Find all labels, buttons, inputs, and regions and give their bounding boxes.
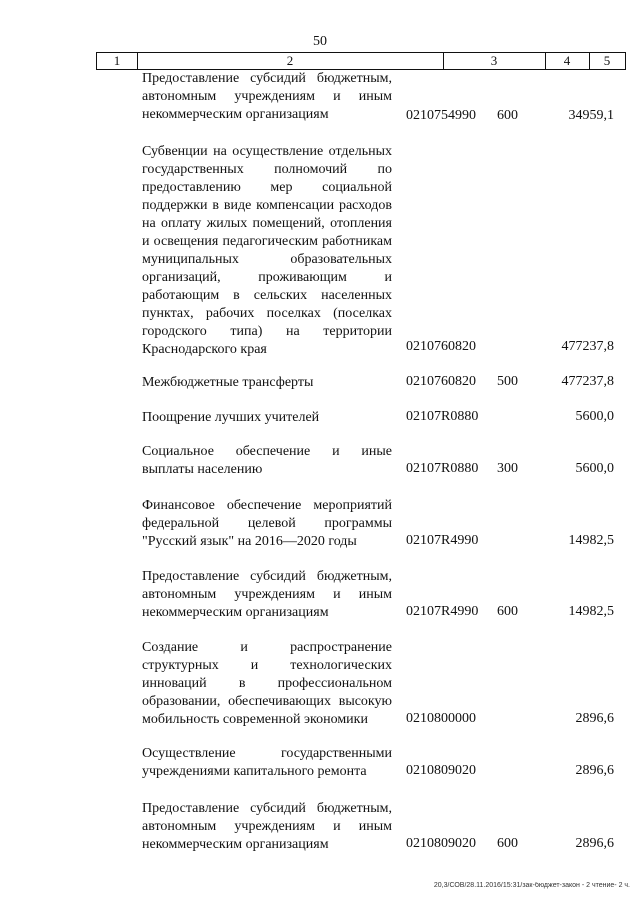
row-description: Поощрение лучших учителей [142, 410, 320, 425]
row-code: 0210760820 [406, 339, 476, 354]
page-number: 50 [313, 34, 327, 49]
row-code: 0210760820 [406, 374, 476, 389]
header-col-5: 5 [603, 53, 611, 68]
row-code: 0210809020 [406, 763, 476, 778]
row-code: 0210809020 [406, 836, 476, 851]
header-col-2: 2 [137, 53, 444, 69]
row-description: Межбюджетные трансферты [142, 375, 314, 390]
row-description: Предоставление субсидий бюджетным, автономным учреждениям и иным некоммерческим организациям [142, 801, 392, 852]
row-code: 02107R0880 [406, 409, 479, 424]
table-header [96, 52, 626, 70]
footer-file-info: 20,3/СОВ/28.11.2016/15:31/зак-бюджет-закон - 2 чтение- 2 ч. [433, 882, 630, 889]
row-expense-type: 600 [497, 836, 518, 851]
header-col-1: 1 [97, 53, 138, 69]
row-expense-type: 500 [497, 374, 518, 389]
row-code: 02107R4990 [406, 604, 479, 619]
row-amount: 14982,5 [568, 604, 614, 619]
row-description: Социальное обеспечение и иные выплаты населению [142, 444, 392, 477]
header-col-3: 3 [443, 53, 546, 69]
row-expense-type: 300 [497, 461, 518, 476]
row-code: 02107R4990 [406, 533, 479, 548]
row-description: Субвенции на осуществление отдельных государственных полномочий по предоставлению мер социальной поддержки в виде компенсации расходов на оплату жилых помещений, отопления и освещения педагогическим работникам муниципальных образовательных организаций, проживающим и работающим в сельских населенных пунктах, рабочих поселках (поселках городского типа) на территории Краснодарского края [142, 144, 392, 357]
row-amount: 34959,1 [568, 108, 614, 123]
row-code: 0210800000 [406, 711, 476, 726]
row-amount: 477237,8 [561, 374, 614, 389]
row-amount: 2896,6 [575, 836, 614, 851]
row-amount: 5600,0 [575, 461, 614, 476]
row-code: 02107R0880 [406, 461, 479, 476]
row-amount: 2896,6 [575, 711, 614, 726]
row-description: Осуществление государственными учреждениями капитального ремонта [142, 746, 392, 779]
row-amount: 5600,0 [575, 409, 614, 424]
row-description: Создание и распространение структурных и технологических инноваций в профессиональном образовании, обеспечивающих высокую мобильность современной экономики [142, 640, 392, 727]
row-amount: 2896,6 [575, 763, 614, 778]
row-expense-type: 600 [497, 108, 518, 123]
row-code: 0210754990 [406, 108, 476, 123]
row-amount: 14982,5 [568, 533, 614, 548]
header-col-4: 4 [545, 53, 590, 69]
row-amount: 477237,8 [561, 339, 614, 354]
row-description: Финансовое обеспечение мероприятий федеральной целевой программы "Русский язык" на 2016—2020 годы [142, 498, 392, 549]
row-description: Предоставление субсидий бюджетным, автономным учреждениям и иным некоммерческим организациям [142, 569, 392, 620]
row-description: Предоставление субсидий бюджетным, автономным учреждениям и иным некоммерческим организациям [142, 71, 392, 122]
row-expense-type: 600 [497, 604, 518, 619]
